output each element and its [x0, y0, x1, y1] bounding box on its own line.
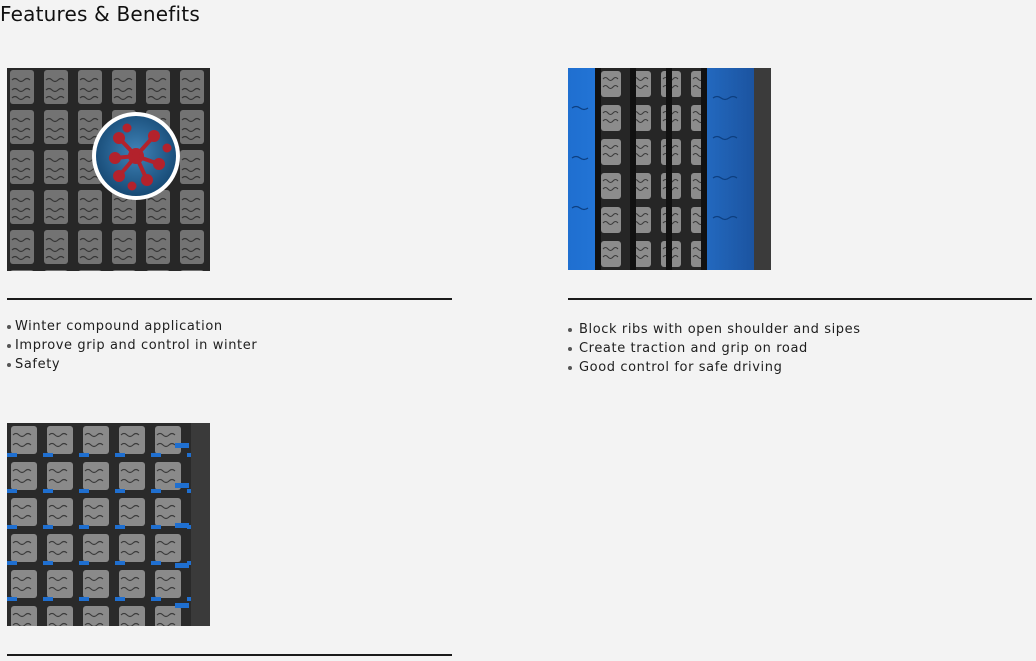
bullet-icon	[568, 347, 572, 351]
compound-badge-icon	[92, 112, 180, 200]
list-item: Improve grip and control in winter	[7, 336, 452, 355]
bullet-icon	[7, 363, 11, 367]
feature-bullet-list	[7, 317, 452, 374]
tire-tread-image-winter-compound	[7, 68, 210, 271]
list-item: Safety	[7, 355, 452, 374]
list-item: Create traction and grip on road	[568, 339, 1032, 358]
page-title: Features & Benefits	[0, 2, 200, 26]
tire-tread-image-sipes	[7, 423, 210, 626]
feature-card-block-ribs	[568, 68, 1032, 377]
bullet-icon	[568, 366, 572, 370]
list-item: Winter compound application	[7, 317, 452, 336]
divider	[7, 654, 452, 656]
list-item: Block ribs with open shoulder and sipes	[568, 320, 1032, 339]
list-item: Good control for safe driving	[568, 358, 1032, 377]
feature-card-sipes	[7, 423, 452, 656]
feature-bullet-list	[568, 320, 1032, 377]
feature-card-winter-compound	[7, 68, 452, 374]
bullet-icon	[7, 325, 11, 329]
bullet-icon	[7, 344, 11, 348]
tire-tread-image-block-ribs	[568, 68, 771, 270]
bullet-icon	[568, 328, 572, 332]
divider	[568, 298, 1032, 300]
divider	[7, 298, 452, 300]
